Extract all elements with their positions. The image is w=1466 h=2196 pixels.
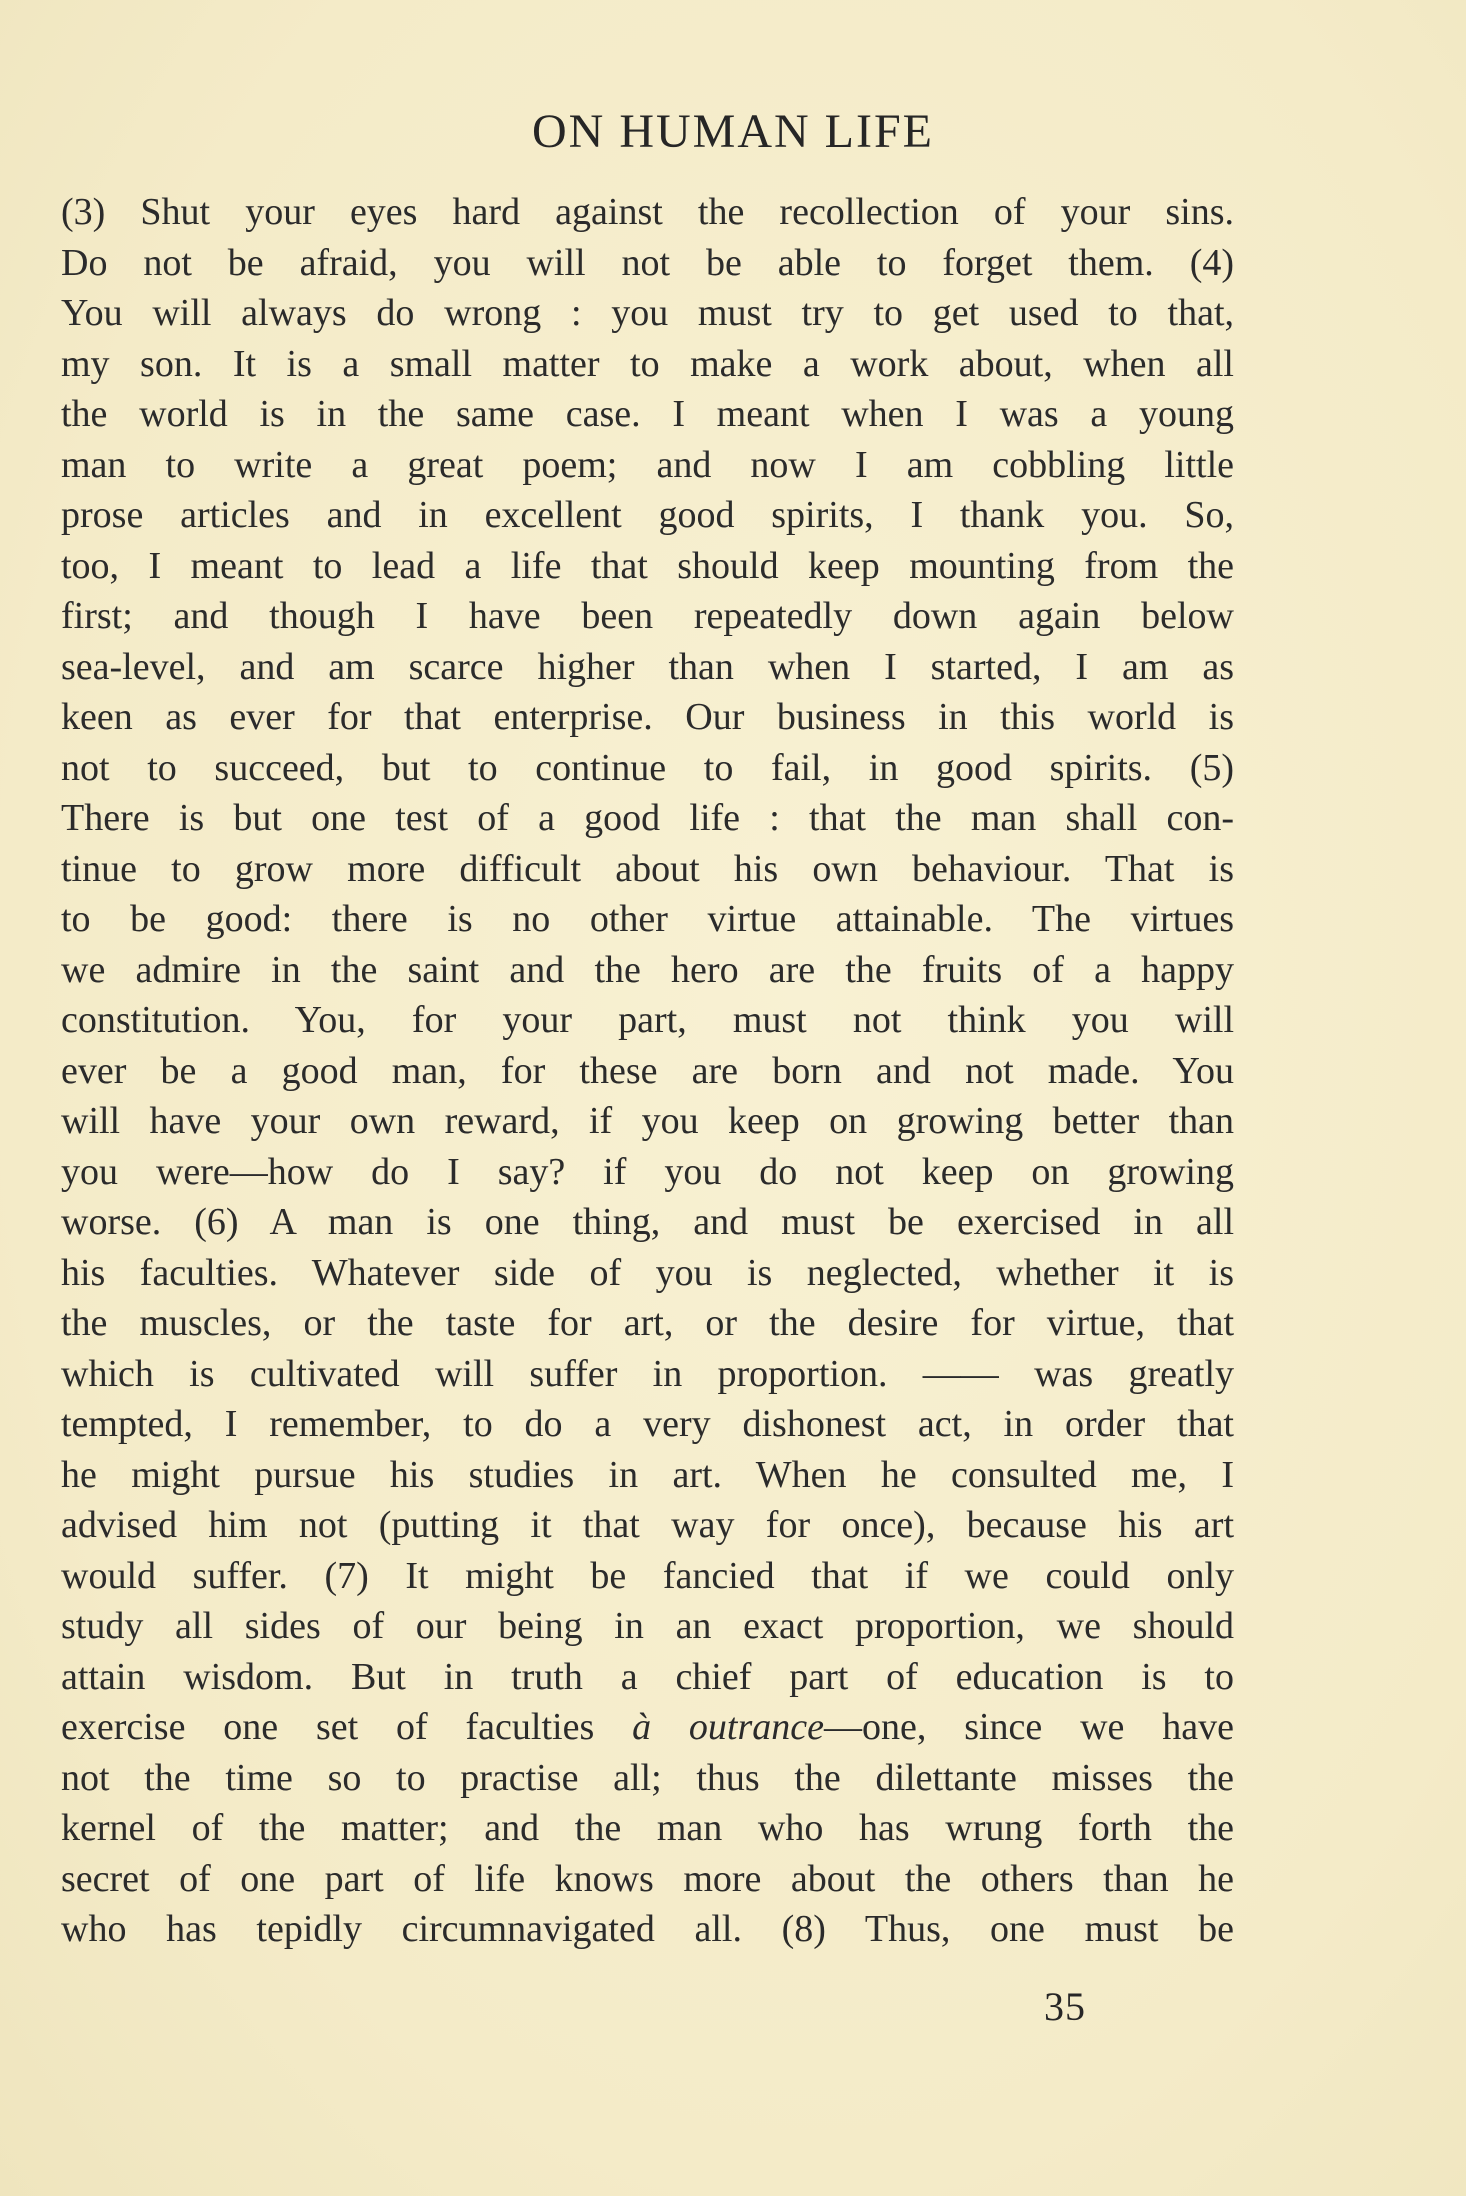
text-line: we admire in the saint and the hero are the fruits of a happy (61, 948, 1234, 991)
text-line: ever be a good man, for these are born and not made. You (61, 1049, 1234, 1092)
text-line: tinue to grow more difficult about his own behaviour. That is (61, 847, 1234, 890)
text-line: the muscles, or the taste for art, or the desire for virtue, that (61, 1302, 1234, 1344)
page-number: 35 (1044, 1984, 1086, 2029)
text-line: will have your own reward, if you keep on growing better than (61, 1100, 1234, 1142)
text-line: not the time so to practise all; thus the dilettante misses the (61, 1756, 1234, 1799)
text-line: which is cultivated will suffer in proportion. —— was greatly (61, 1352, 1234, 1395)
text-line: to be good: there is no other virtue attainable. The virtues (61, 898, 1234, 940)
text-line: the world is in the same case. I meant when I was a young (61, 393, 1234, 435)
text-line: prose articles and in excellent good spirits, I thank you. So, (61, 494, 1234, 536)
italic-phrase: à outrance (632, 1706, 824, 1748)
running-head: ON HUMAN LIFE (532, 105, 934, 158)
text-line: my son. It is a small matter to make a work about, when all (61, 342, 1234, 385)
text-line: constitution. You, for your part, must not think you will (61, 999, 1234, 1041)
text-line: tempted, I remember, to do a very dishonest act, in order that (61, 1403, 1234, 1445)
text-line: you were—how do I say? if you do not keep on growing (61, 1150, 1234, 1193)
text-line: his faculties. Whatever side of you is neglected, whether it is (61, 1251, 1234, 1294)
text-line: sea-level, and am scarce higher than when I started, I am as (61, 645, 1234, 688)
text-line: secret of one part of life knows more about the others than he (61, 1857, 1234, 1900)
text-line: You will always do wrong : you must try to get used to that, (61, 292, 1234, 334)
text-line: kernel of the matter; and the man who has wrung forth the (61, 1807, 1234, 1849)
text-line: man to write a great poem; and now I am cobbling little (61, 443, 1234, 486)
text-line: advised him not (putting it that way for once), because his art (61, 1504, 1234, 1546)
text-line: keen as ever for that enterprise. Our business in this world is (61, 696, 1234, 738)
text-line: Do not be afraid, you will not be able to forget them. (4) (61, 241, 1234, 284)
text-line: study all sides of our being in an exact proportion, we should (61, 1605, 1234, 1647)
text-line: too, I meant to lead a life that should keep mounting from the (61, 544, 1234, 587)
text-line: would suffer. (7) It might be fancied that if we could only (61, 1554, 1234, 1597)
text-line: (3) Shut your eyes hard against the recollection of your sins. (61, 191, 1234, 233)
text-segment: exercise one set of faculties (61, 1706, 633, 1748)
body-text (61, 187, 1234, 1955)
text-line: worse. (6) A man is one thing, and must be exercised in all (61, 1201, 1234, 1243)
text-line: attain wisdom. But in truth a chief part of education is to (61, 1655, 1234, 1698)
text-line: There is but one test of a good life : that the man shall con- (61, 797, 1234, 839)
text-segment: —one, since we have (824, 1706, 1234, 1748)
text-line: not to succeed, but to continue to fail, in good spirits. (5) (61, 746, 1234, 789)
text-line: first; and though I have been repeatedly down again below (61, 595, 1234, 637)
text-line: who has tepidly circumnavigated all. (8) Thus, one must be (61, 1908, 1234, 1950)
text-line: he might pursue his studies in art. When he consulted me, I (61, 1453, 1234, 1496)
text-line-with-italic (61, 1702, 1234, 1753)
